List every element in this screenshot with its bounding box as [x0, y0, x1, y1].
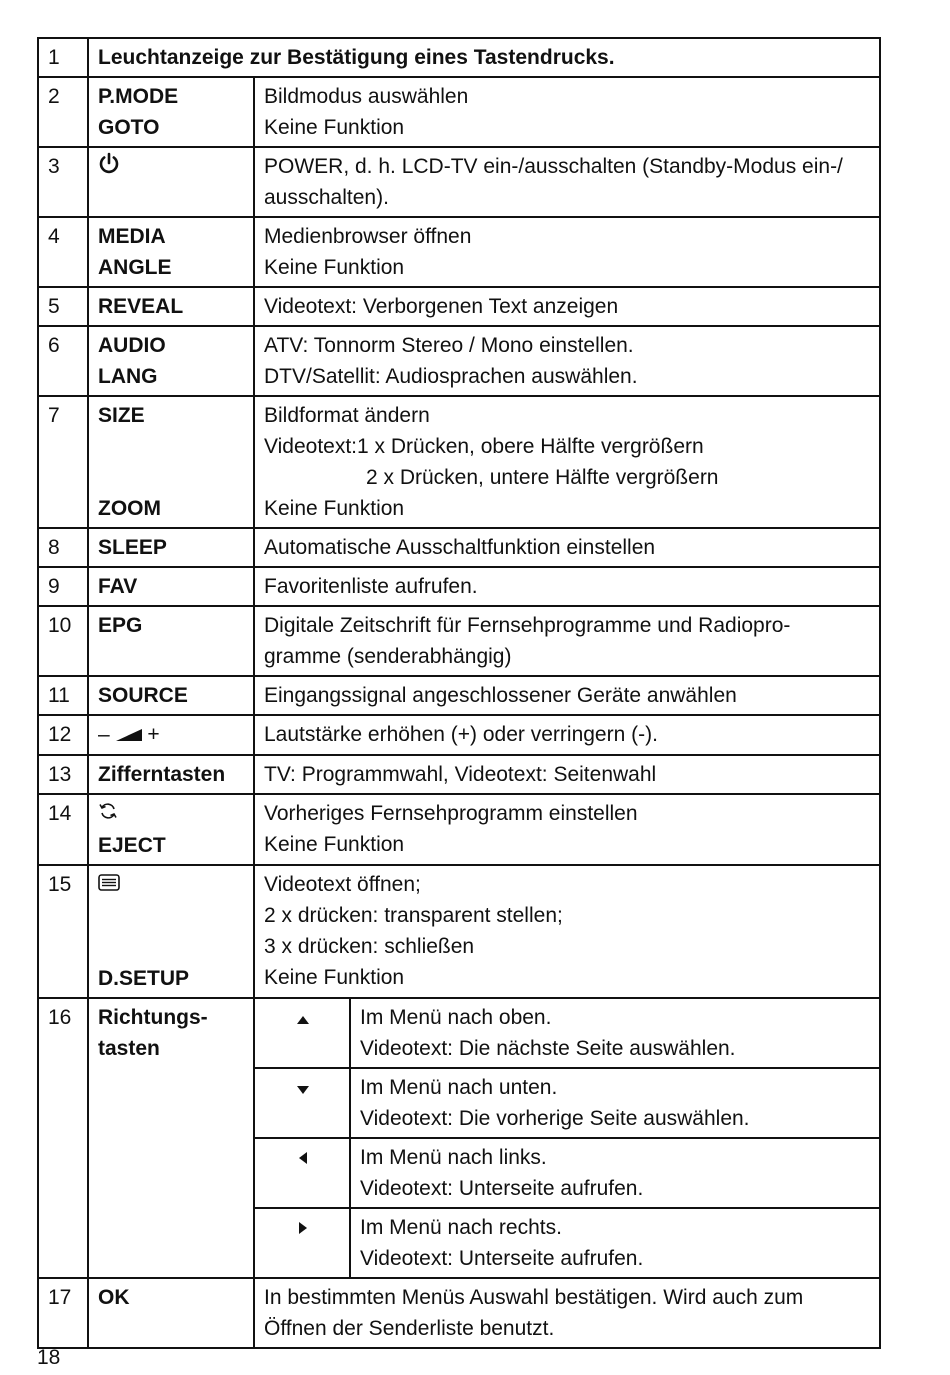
description-line: Im Menü nach links. [360, 1145, 547, 1169]
key-description [254, 77, 880, 147]
table-row [38, 865, 880, 998]
description-line: Bildformat ändern [264, 404, 430, 427]
row-number: 13 [38, 755, 88, 794]
row-number: 1 [38, 38, 88, 77]
key-name: EJECT [98, 833, 166, 857]
description-line: In bestimmten Menüs Auswahl bestätigen. Wird auch zum [264, 1285, 804, 1309]
table-row [38, 1278, 880, 1348]
key-description [254, 865, 880, 998]
key-description [350, 998, 880, 1068]
key-label [88, 326, 254, 396]
key-label [88, 147, 254, 217]
row-number: 7 [38, 396, 88, 528]
key-name: EPG [88, 606, 254, 676]
row-number: 10 [38, 606, 88, 676]
arrow-key-cell [254, 998, 350, 1068]
row-number: 17 [38, 1278, 88, 1348]
arrow-down-icon [296, 1073, 310, 1104]
volume-icon [116, 720, 142, 751]
description-line: 2 x drücken: transparent stellen; [264, 903, 563, 927]
key-name: AUDIO [98, 334, 166, 357]
key-description: TV: Programmwahl, Videotext: Seitenwahl [254, 755, 880, 794]
key-label [88, 396, 254, 528]
row-number: 6 [38, 326, 88, 396]
spacer [98, 431, 245, 462]
key-name: ZOOM [98, 497, 161, 520]
remote-control-table [37, 37, 881, 1349]
volume-plus-label: + [147, 723, 160, 746]
description-line: DTV/Satellit: Audiosprachen auswählen. [264, 365, 638, 388]
row-number: 5 [38, 287, 88, 326]
description-line: Videotext: Die vorherige Seite auswählen. [360, 1106, 750, 1130]
key-label [88, 794, 254, 865]
row-number: 14 [38, 794, 88, 865]
key-name: P.MODE [98, 85, 179, 108]
description-line: Im Menü nach rechts. [360, 1215, 562, 1239]
table-row [38, 794, 880, 865]
table-row [38, 287, 880, 326]
row-number: 16 [38, 998, 88, 1278]
key-name: OK [88, 1278, 254, 1348]
table-row [38, 676, 880, 715]
key-description [254, 1278, 880, 1348]
return-icon-line [98, 798, 245, 830]
key-name: Zifferntasten [88, 755, 254, 794]
key-name: Richtungs- [98, 1005, 208, 1029]
key-name: SLEEP [88, 528, 254, 567]
key-description: Favoritenliste aufrufen. [254, 567, 880, 606]
row-heading: Leuchtanzeige zur Bestätigung eines Tastendrucks. [88, 38, 880, 77]
key-label [88, 217, 254, 287]
table-row [38, 567, 880, 606]
key-name: tasten [98, 1036, 160, 1060]
row-number: 11 [38, 676, 88, 715]
key-description [350, 1208, 880, 1278]
key-name: D.SETUP [98, 966, 190, 990]
row-number: 15 [38, 865, 88, 998]
key-description [254, 147, 880, 217]
description-line: Keine Funktion [264, 256, 405, 279]
key-label [88, 77, 254, 147]
page-number: 18 [37, 1346, 61, 1369]
description-line: ATV: Tonnorm Stereo / Mono einstellen. [264, 334, 634, 357]
arrow-left-icon [298, 1143, 308, 1174]
row-number: 8 [38, 528, 88, 567]
description-line: Keine Funktion [264, 116, 405, 139]
description-line: 2 x Drücken, untere Hälfte vergrößern [366, 466, 719, 489]
key-description [254, 326, 880, 396]
description-line: Im Menü nach oben. [360, 1005, 552, 1029]
description-line: 3 x drücken: schließen [264, 934, 475, 958]
description-line: Vorheriges Fernsehprogramm einstellen [264, 801, 638, 825]
key-description [254, 794, 880, 865]
row-number: 3 [38, 147, 88, 217]
volume-minus-label: – [98, 723, 110, 746]
teletext-icon [98, 870, 120, 901]
key-description [254, 606, 880, 676]
spacer [98, 932, 245, 963]
power-icon [98, 151, 120, 184]
key-description: Eingangssignal angeschlossener Geräte anwählen [254, 676, 880, 715]
key-description [350, 1138, 880, 1208]
table-row [38, 326, 880, 396]
spacer [98, 901, 245, 932]
key-name: SOURCE [88, 676, 254, 715]
arrow-key-cell [254, 1068, 350, 1138]
key-label [88, 865, 254, 998]
table-row [38, 528, 880, 567]
description-line: Videotext: Unterseite aufrufen. [360, 1246, 644, 1270]
description-line: Bildmodus auswählen [264, 85, 469, 108]
row-number: 12 [38, 715, 88, 755]
table-row [38, 998, 880, 1068]
return-icon [98, 799, 118, 830]
description-line: Medienbrowser öffnen [264, 225, 472, 248]
description-line: Videotext: Unterseite aufrufen. [360, 1176, 644, 1200]
arrow-up-icon [296, 1003, 310, 1034]
key-name: GOTO [98, 116, 160, 139]
key-name: MEDIA [98, 225, 166, 248]
table-row [38, 217, 880, 287]
row-number: 2 [38, 77, 88, 147]
table-row [38, 755, 880, 794]
arrow-key-cell [254, 1208, 350, 1278]
description-line: Videotext öffnen; [264, 872, 421, 896]
key-name: FAV [88, 567, 254, 606]
description-line: Keine Funktion [264, 497, 405, 520]
key-description [350, 1068, 880, 1138]
table-row [38, 38, 880, 77]
key-name: SIZE [98, 404, 145, 427]
key-description: Automatische Ausschaltfunktion einstellen [254, 528, 880, 567]
teletext-icon-line [98, 869, 245, 901]
key-name: REVEAL [88, 287, 254, 326]
description-line: Keine Funktion [264, 832, 405, 856]
key-description [254, 217, 880, 287]
key-label [88, 715, 254, 755]
arrow-key-cell [254, 1138, 350, 1208]
description-line: ausschalten). [264, 186, 389, 209]
key-description [254, 396, 880, 528]
description-line: POWER, d. h. LCD-TV ein-/ausschalten (Standby-Modus ein-/ [264, 155, 843, 178]
row-number: 9 [38, 567, 88, 606]
table-row [38, 396, 880, 528]
arrow-right-icon [298, 1213, 308, 1244]
description-line: Videotext:1 x Drücken, obere Hälfte vergrößern [264, 435, 704, 458]
key-label [88, 998, 254, 1278]
table-row [38, 77, 880, 147]
description-line: Keine Funktion [264, 965, 405, 989]
description-line: Im Menü nach unten. [360, 1075, 558, 1099]
description-line: Digitale Zeitschrift für Fernsehprogramme und Radiopro- [264, 614, 791, 637]
key-name: ANGLE [98, 256, 172, 279]
description-line: Videotext: Die nächste Seite auswählen. [360, 1036, 736, 1060]
table-row [38, 715, 880, 755]
table-row [38, 606, 880, 676]
key-name: LANG [98, 365, 158, 388]
description-line: Öffnen der Senderliste benutzt. [264, 1316, 555, 1340]
spacer [98, 462, 245, 493]
key-description: Lautstärke erhöhen (+) oder verringern (-). [254, 715, 880, 755]
description-line: gramme (senderabhängig) [264, 645, 512, 668]
row-number: 4 [38, 217, 88, 287]
table-row [38, 147, 880, 217]
key-description: Videotext: Verborgenen Text anzeigen [254, 287, 880, 326]
